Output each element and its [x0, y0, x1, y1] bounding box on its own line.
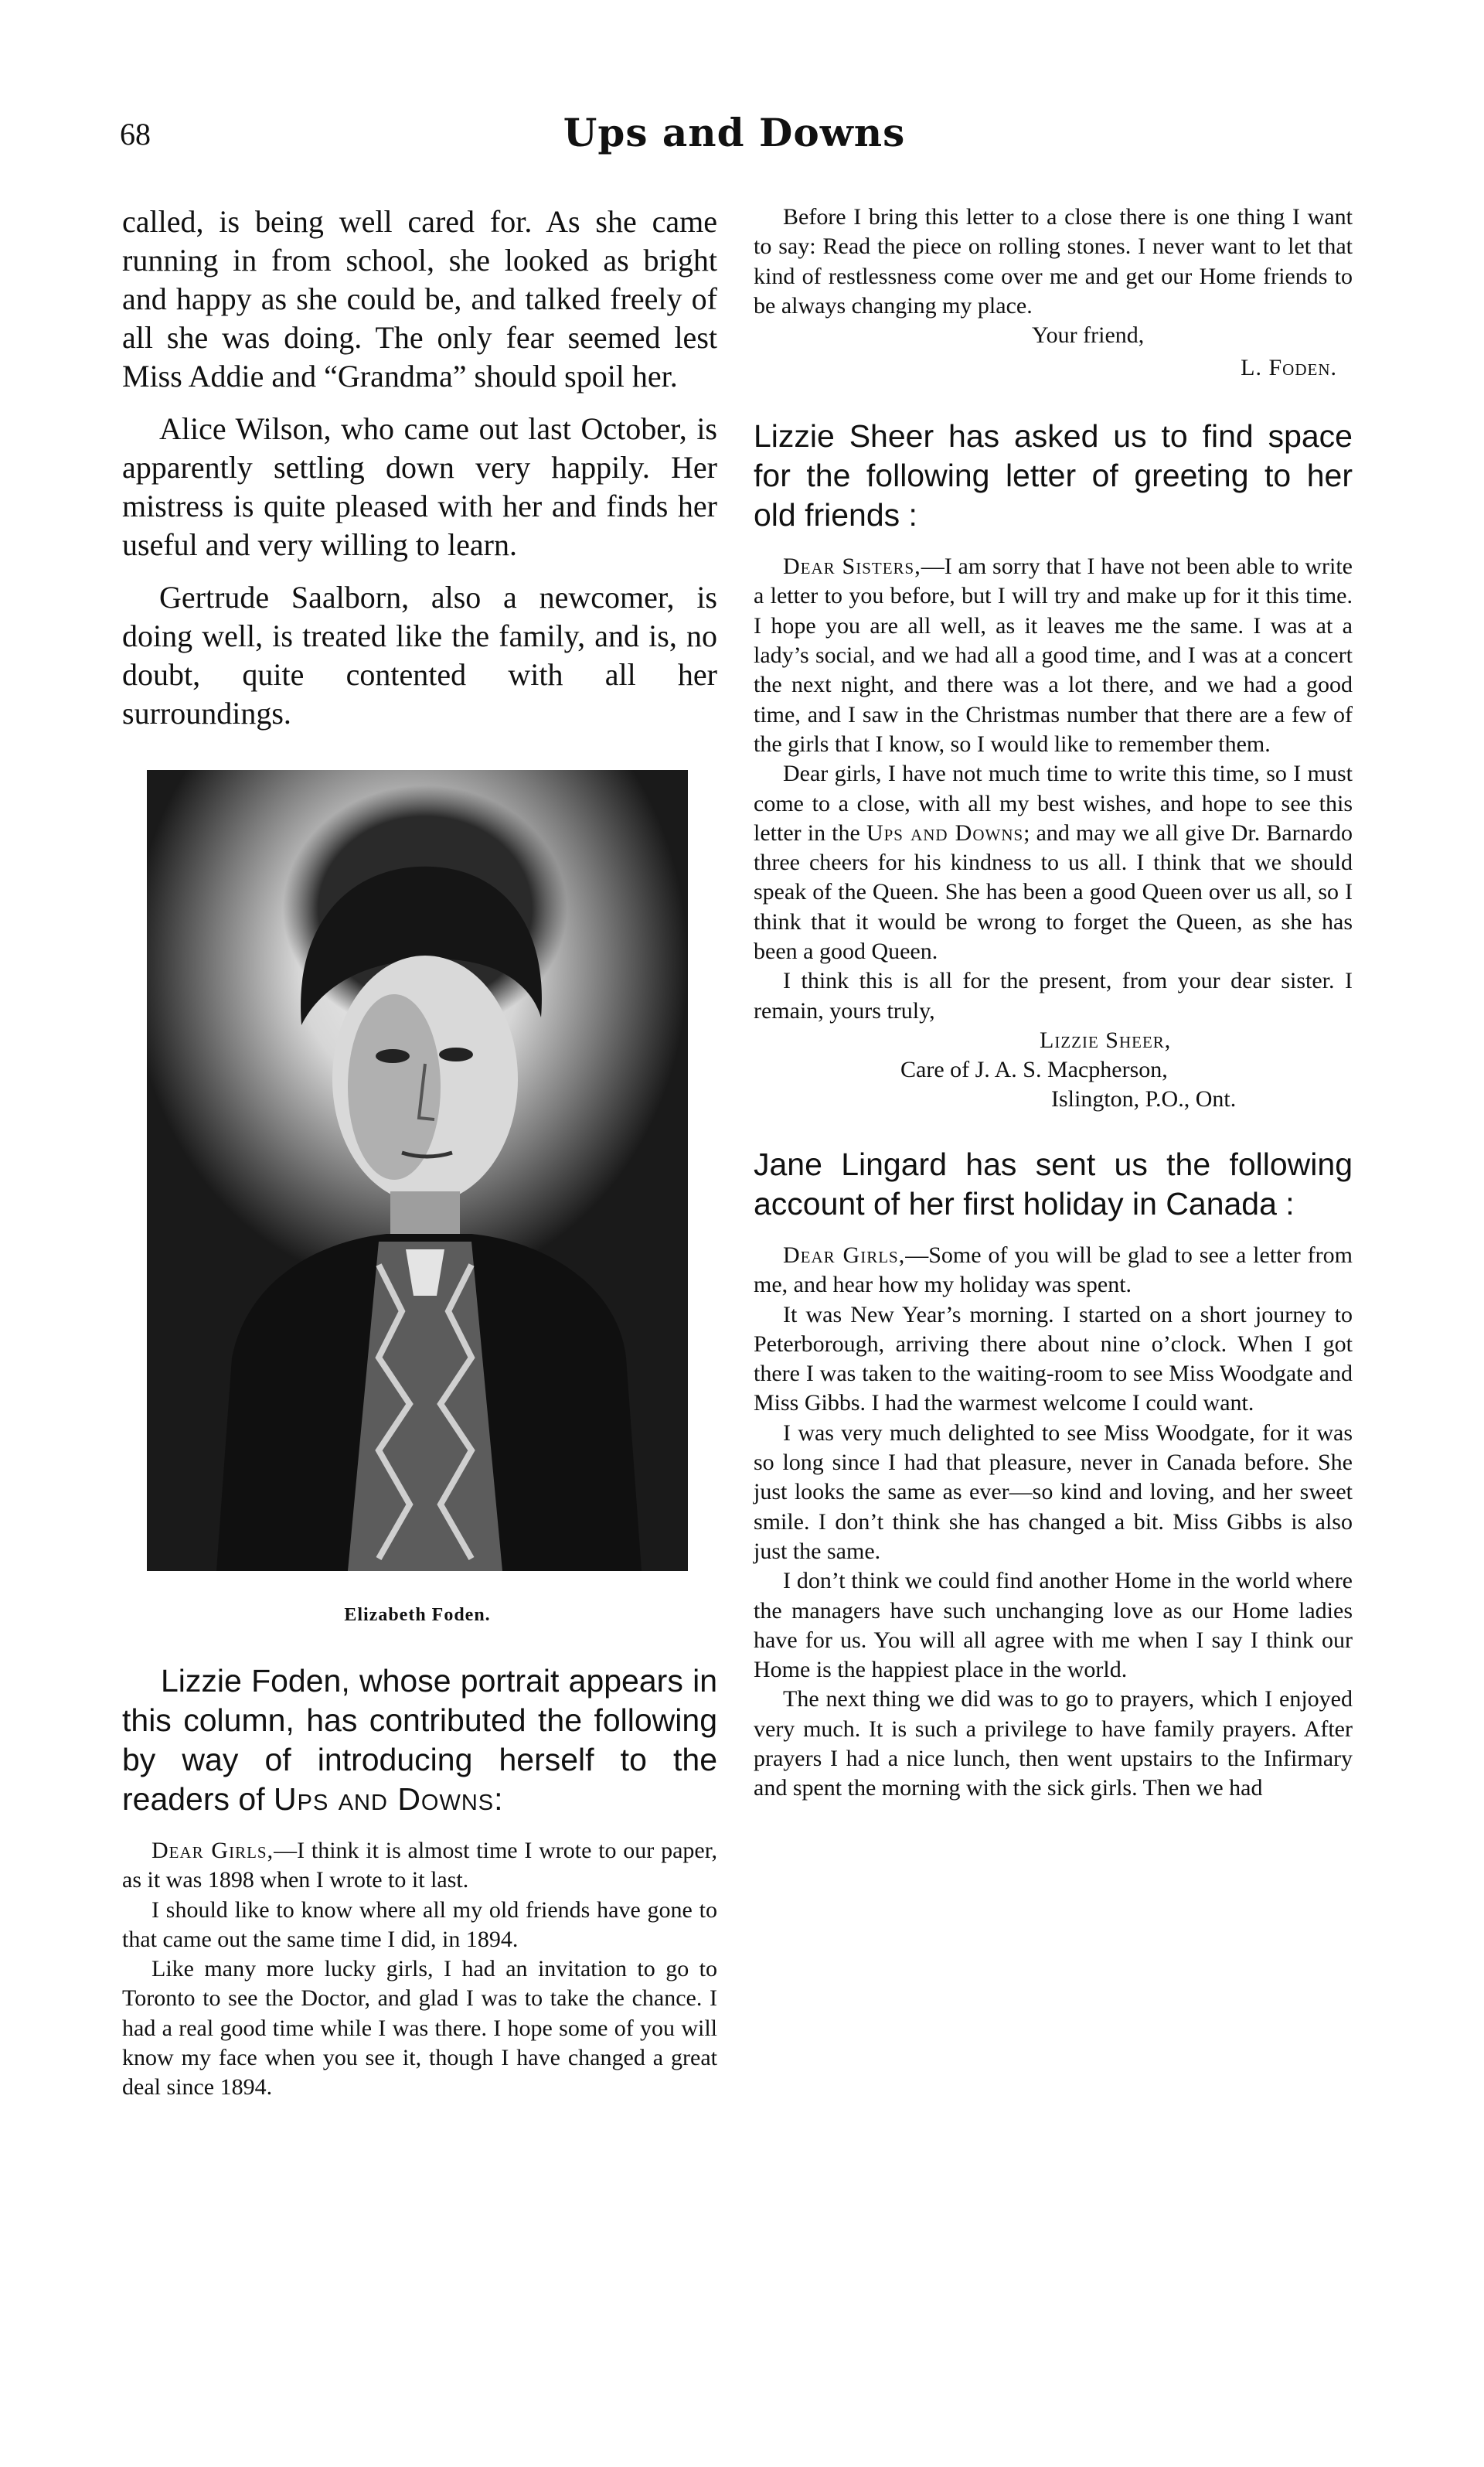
letter-text: ; and may we all give Dr. Barnardo three cheers for his kindness to us all. I think that we should speak of the Queen. She has been a good Queen over us all, so I think that it would be wrong to forget the Queen, as she has been a good Queen.	[754, 819, 1353, 965]
letter-closing: Your friend,	[1032, 322, 1145, 349]
letter-paragraph	[122, 1836, 717, 1896]
intro-paragraph	[122, 1661, 717, 1819]
letter-paragraph: I think this is all for the present, from your dear sister. I remain, yours truly,	[754, 968, 1353, 1024]
signature-name: Lizzie Sheer,	[1040, 1027, 1172, 1053]
paragraph: Alice Wilson, who came out last October, is apparently settling down very happily. Her mistress is quite pleased with her and finds her useful and very willing to learn.	[122, 411, 717, 562]
signature-address: Islington, P.O., Ont.	[1051, 1085, 1237, 1112]
intro-text: Lizzie Foden, whose portrait appears in this column, has contributed the following by way of introducing herself to the readers of	[122, 1663, 717, 1817]
letter-paragraph: Like many more lucky girls, I had an invitation to go to Toronto to see the Doctor, and glad I was to take the chance. I had a real good time while I was there. I hope some of you will know my face when you see it, though I have changed a great deal since 1894.	[122, 1956, 717, 2101]
letter-text: —I think it is almost time I wrote to our paper, as it was 1898 when I wrote to it last.	[122, 1838, 717, 1893]
letter-paragraph: I don’t think we could find another Home in the world where the managers have such unchanging love as our Home ladies have for us. You will all agree with me when I say I think our Home is the happiest place in the world.	[754, 1568, 1353, 1683]
magazine-name: Ups and Downs	[274, 1781, 495, 1817]
sheer-letter	[754, 552, 1353, 1114]
journal-title: Ups and Downs	[563, 110, 906, 155]
letter-paragraph	[754, 552, 1353, 759]
paragraph: Gertrude Saalborn, also a newcomer, is doing well, is treated like the family, and is, no doubt, quite contented with all her surroundings.	[122, 580, 717, 731]
letter-paragraph	[754, 759, 1353, 966]
section-intro: Lizzie Sheer has asked us to find space for the following letter of greeting to her old friends :	[754, 418, 1353, 533]
letter-text: —I am sorry that I have not been able to write a letter to you before, but I will try and make up for it this time. I hope you are all well, as it leaves me the same. I was at a lady’s social, and we had all a good time, and I was at a concert the next night, and there was a lot there, and we had a good time, and I saw in the Christmas number that there are a few of the girls that I know, so I would like to remember them.	[754, 554, 1353, 757]
letter-text: —Some of you will be glad to see a letter from me, and hear how my holiday was spent.	[754, 1242, 1353, 1298]
intro-end: :	[494, 1781, 503, 1817]
section-intro: Jane Lingard has sent us the following account of her first holiday in Canada :	[754, 1146, 1353, 1222]
lingard-letter	[754, 1241, 1353, 1804]
letter-paragraph: The next thing we did was to go to prayers, which I enjoyed very much. It is such a privilege to have family prayers. After prayers I had a nice lunch, then went upstairs to the Infirmary and spent the morning with the sick girls. Then we had	[754, 1686, 1353, 1801]
letter-paragraph: It was New Year’s morning. I started on a short journey to Peterborough, arriving there about nine o’clock. When I got there I was taken to the waiting-room to see Miss Woodgate and Miss Gibbs. I had the warmest welcome I could want.	[754, 1301, 1353, 1416]
paragraph: called, is being well cared for. As she came running in from school, she looked as bright and happy as she could be, and talked freely of all she was doing. The only fear seemed lest Miss Addie and “Grandma” should spoil her.	[122, 204, 717, 394]
letter-paragraph: I was very much delighted to see Miss Woodgate, for it was so long since I had that pleasure, never in Canada before. She just looks the same as ever—so kind and loving, and her sweet smile. I don’t think she has changed a bit. Miss Gibbs is also just the same.	[754, 1419, 1353, 1564]
signature-name: L. Foden.	[1241, 355, 1337, 381]
signature-address: Care of J. A. S. Macpherson,	[900, 1056, 1168, 1082]
letter-paragraph: I should like to know where all my old friends have gone to that came out the same time I did, in 1894.	[122, 1896, 717, 1952]
letter-paragraph	[754, 1241, 1353, 1300]
portrait-figure	[147, 770, 688, 1626]
magazine-name: Ups and Downs	[866, 819, 1024, 846]
salutation: Dear Girls,	[783, 1242, 906, 1268]
portrait-photo	[147, 770, 688, 1571]
portrait-drawing	[147, 770, 688, 1571]
left-column	[122, 203, 717, 2103]
portrait-caption: Elizabeth Foden.	[344, 1605, 491, 1625]
letter-text: Dear girls, I have not much time to write this time, so I must come to a close, with all my best wishes, and hope to see this letter in the	[754, 761, 1353, 846]
right-column	[754, 203, 1353, 1804]
page-header	[120, 110, 1349, 178]
signature	[754, 353, 1337, 383]
letter-paragraph: Before I bring this letter to a close there is one thing I want to say: Read the piece on rolling stones. I never want to let that kind of restlessness come over me and get our Home friends to be always changing my place.	[754, 204, 1353, 319]
foden-letter	[122, 1836, 717, 2103]
salutation: Dear Girls,	[151, 1838, 274, 1863]
signature-block	[754, 1026, 1353, 1114]
page-number: 68	[120, 117, 151, 152]
salutation: Dear Sisters,	[783, 554, 921, 580]
